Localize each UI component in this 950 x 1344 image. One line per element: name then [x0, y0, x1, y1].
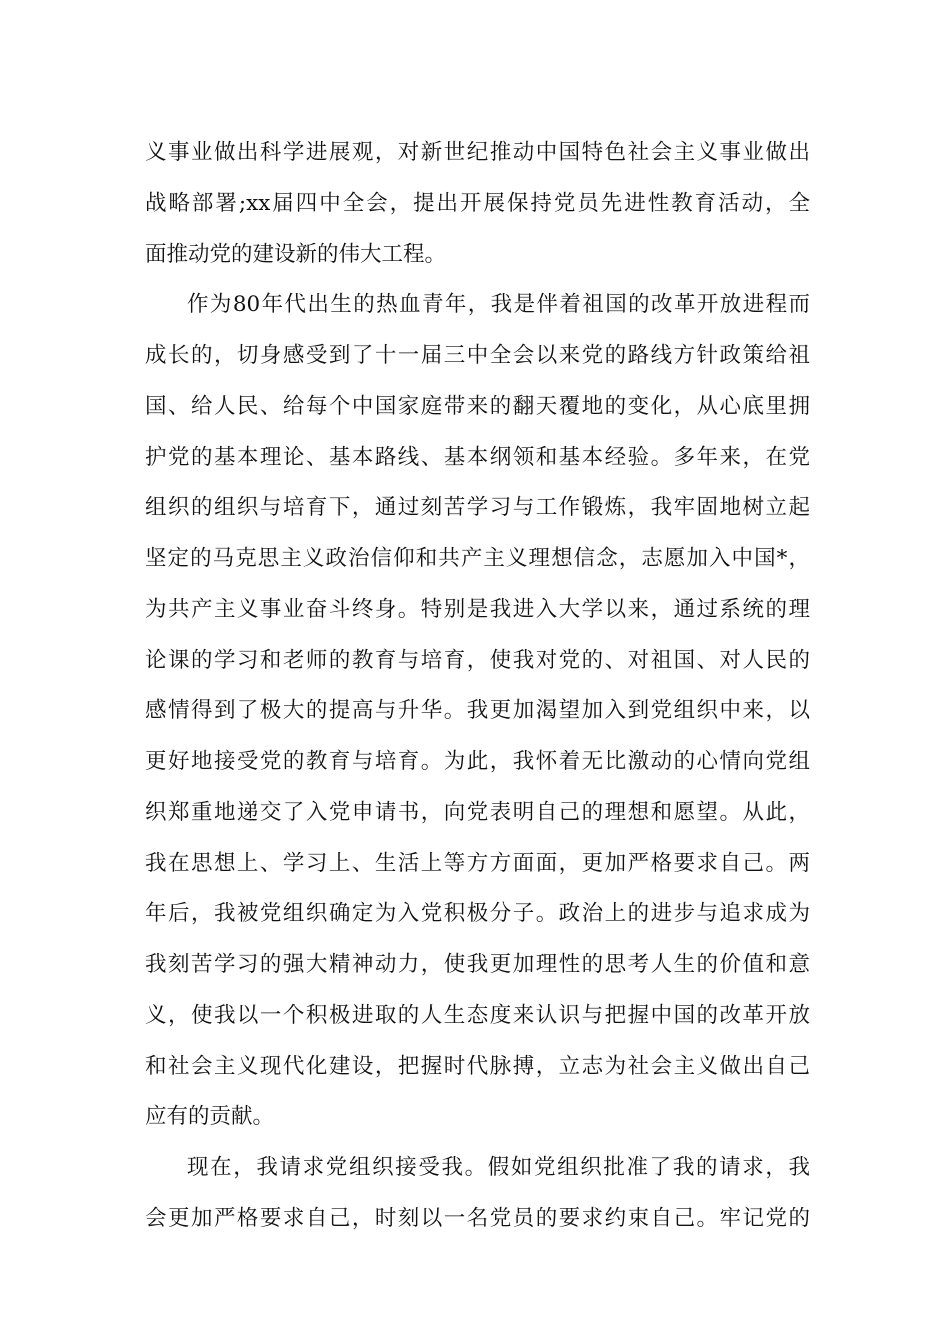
text-line: 战略部署;xx届四中全会，提出开展保持党员先进性教育活动，全	[145, 190, 810, 216]
text-line: 为共产主义事业奋斗终身。特别是我进入大学以来，通过系统的理	[145, 596, 810, 622]
paragraph-first-line: 作为80年代出生的热血青年，我是伴着祖国的改革开放进程而	[187, 292, 810, 318]
text-line: 论课的学习和老师的教育与培育，使我对党的、对祖国、对人民的	[145, 647, 810, 673]
text-line: 应有的贡献。	[145, 1104, 275, 1130]
text-line: 义事业做出科学进展观，对新世纪推动中国特色社会主义事业做出	[145, 140, 810, 165]
text-line: 我在思想上、学习上、生活上等方方面面，更加严格要求自己。两	[145, 850, 810, 876]
text-line: 面推动党的建设新的伟大工程。	[145, 241, 447, 267]
text-line: 成长的，切身感受到了十一届三中全会以来党的路线方针政策给祖	[145, 343, 810, 368]
text-line: 年后，我被党组织确定为入党积极分子。政治上的进步与追求成为	[145, 901, 810, 927]
text-line: 织郑重地递交了入党申请书，向党表明自己的理想和愿望。从此，	[145, 799, 810, 825]
text-line: 国、给人民、给每个中国家庭带来的翻天覆地的变化，从心底里拥	[145, 393, 810, 419]
text-line: 和社会主义现代化建设，把握时代脉搏，立志为社会主义做出自己	[145, 1053, 810, 1079]
document-body	[145, 128, 810, 1245]
text-line: 坚定的马克思主义政治信仰和共产主义理想信念，志愿加入中国*，	[145, 546, 810, 571]
text-line: 会更加严格要求自己，时刻以一名党员的要求约束自己。牢记党的	[145, 1205, 810, 1231]
text-line: 护党的基本理论、基本路线、基本纲领和基本经验。多年来，在党	[145, 444, 810, 470]
text-line: 我刻苦学习的强大精神动力，使我更加理性的思考人生的价值和意	[145, 952, 810, 977]
text-line: 组织的组织与培育下，通过刻苦学习与工作锻炼，我牢固地树立起	[145, 495, 810, 521]
text-line: 感情得到了极大的提高与升华。我更加渴望加入到党组织中来，以	[145, 698, 810, 724]
text-line: 义，使我以一个积极进取的人生态度来认识与把握中国的改革开放	[145, 1002, 810, 1028]
text-line: 更好地接受党的教育与培育。为此，我怀着无比激动的心情向党组	[145, 749, 810, 774]
paragraph-first-line: 现在，我请求党组织接受我。假如党组织批准了我的请求，我	[187, 1155, 810, 1180]
